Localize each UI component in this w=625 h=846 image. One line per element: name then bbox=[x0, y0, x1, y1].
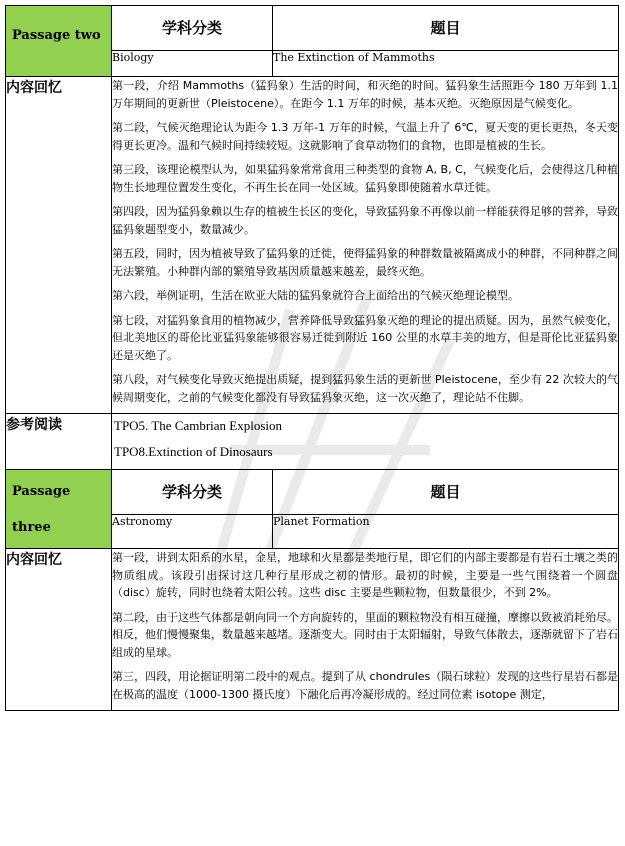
passage-table bbox=[5, 5, 619, 711]
reference-item: TPO5. The Cambrian Explosion bbox=[114, 418, 283, 433]
category-header: 学科分类 bbox=[112, 470, 273, 515]
reference-item: TPO8.Extinction of Dinosaurs bbox=[114, 444, 273, 459]
recall-content bbox=[112, 549, 619, 711]
reference-label: 参考阅读 bbox=[6, 414, 112, 470]
paragraph: 第四段，因为猛犸象赖以生存的植被生长区的变化，导致猛犸象不再像以前一样能获得足够的营养，导致猛犸象题型变小，数量减少。 bbox=[112, 205, 618, 236]
recall-label: 内容回忆 bbox=[6, 549, 112, 711]
title-header: 题目 bbox=[273, 470, 619, 515]
paragraph: 第七段，对猛犸象食用的植物减少，营养降低导致猛犸象灭绝的理论的提出质疑。因为，虽然气候变化，但北美地区的哥伦比亚猛犸象能够很容易迁徙到附近 160 公里的水草丰美的地方，但是哥伦比亚猛犸象还是灭绝了。 bbox=[112, 313, 618, 362]
paragraph: 第二段，由于这些气体都是朝向同一个方向旋转的，里面的颗粒物没有相互碰撞，摩擦以致被消耗殆尽。相反，他们慢慢聚集，数量越来越堵。逐渐变大。同时由于太阳辐射，导致气体散去，逐渐就留下了岩石组成的星球。 bbox=[112, 610, 618, 659]
title-value: Planet Formation bbox=[273, 515, 619, 549]
category-value: Biology bbox=[112, 51, 273, 77]
passage-three-label-cell bbox=[6, 470, 112, 549]
recall-label: 内容回忆 bbox=[6, 77, 112, 414]
category-value: Astronomy bbox=[112, 515, 273, 549]
paragraph: 第八段，对气候变化导致灭绝提出质疑，提到猛犸象生活的更新世 Pleistocene，至少有 22 次较大的气候周期变化，之前的气候变化都没有导致猛犸象灭绝，这一次灭绝了，理论站不住脚。 bbox=[112, 373, 618, 404]
title-header: 题目 bbox=[273, 6, 619, 51]
reference-content bbox=[112, 414, 619, 470]
paragraph: 第五段，同时，因为植被导致了猛犸象的迁徙，使得猛犸象的种群数量被隔离成小的种群，不同种群之间无法繁殖。小种群内部的繁殖导致基因质量越来越差，最终灭绝。 bbox=[112, 247, 618, 278]
paragraph: 第三，四段，用论据证明第二段中的观点。提到了从 chondrules（陨石球粒）发现的这些行星岩石都是在极高的温度（1000-1300 摄氏度）下融化后再冷凝形成的。经过同位素 isotope 测定， bbox=[112, 670, 618, 701]
passage-two-label-cell bbox=[6, 6, 112, 77]
paragraph: 第三段，该理论模型认为，如果猛犸象常常食用三种类型的食物 A, B, C，气候变化后，会使得这几种植物生长地理位置发生变化，不再生长在同一处区域。猛犸象即使随着水草迁徙。 bbox=[112, 163, 618, 194]
recall-content bbox=[112, 77, 619, 414]
paragraph: 第二段，气候灭绝理论认为距今 1.3 万年-1 万年的时候，气温上升了 6℃，夏天变的更长更热，冬天变得更长更冷。温和气候时间持续较短。这就影响了食草动物们的食物，也即是植被的生长。 bbox=[112, 121, 618, 152]
paragraph: 第一段，介绍 Mammoths（猛犸象）生活的时间，和灭绝的时间。猛犸象生活照距今 180 万年到 1.1 万年期间的更新世（Pleistocene）。在距今 1.1 万年的时候，基本灭绝。灭绝原因是气候变化。 bbox=[112, 79, 618, 110]
category-header: 学科分类 bbox=[112, 6, 273, 51]
passage-two-label: Passage two bbox=[12, 28, 101, 43]
title-value: The Extinction of Mammoths bbox=[273, 51, 619, 77]
paragraph: 第一段，讲到太阳系的水星，金星，地球和火星都是类地行星，即它们的内部主要都是有岩石土壤之类的物质组成。该段引出探讨这几种行星形成之初的情形。最初的时候，主要是一些气围绕着一个圆盘（disc）旋转，同时也绕着太阳公转。这些 disc 主要是些颗粒物，但数量很少，不到 2%。 bbox=[112, 551, 618, 599]
passage-three-label: Passage three bbox=[12, 484, 71, 535]
paragraph: 第六段，举例证明，生活在欧亚大陆的猛犸象就符合上面给出的气候灭绝理论模型。 bbox=[112, 289, 519, 302]
